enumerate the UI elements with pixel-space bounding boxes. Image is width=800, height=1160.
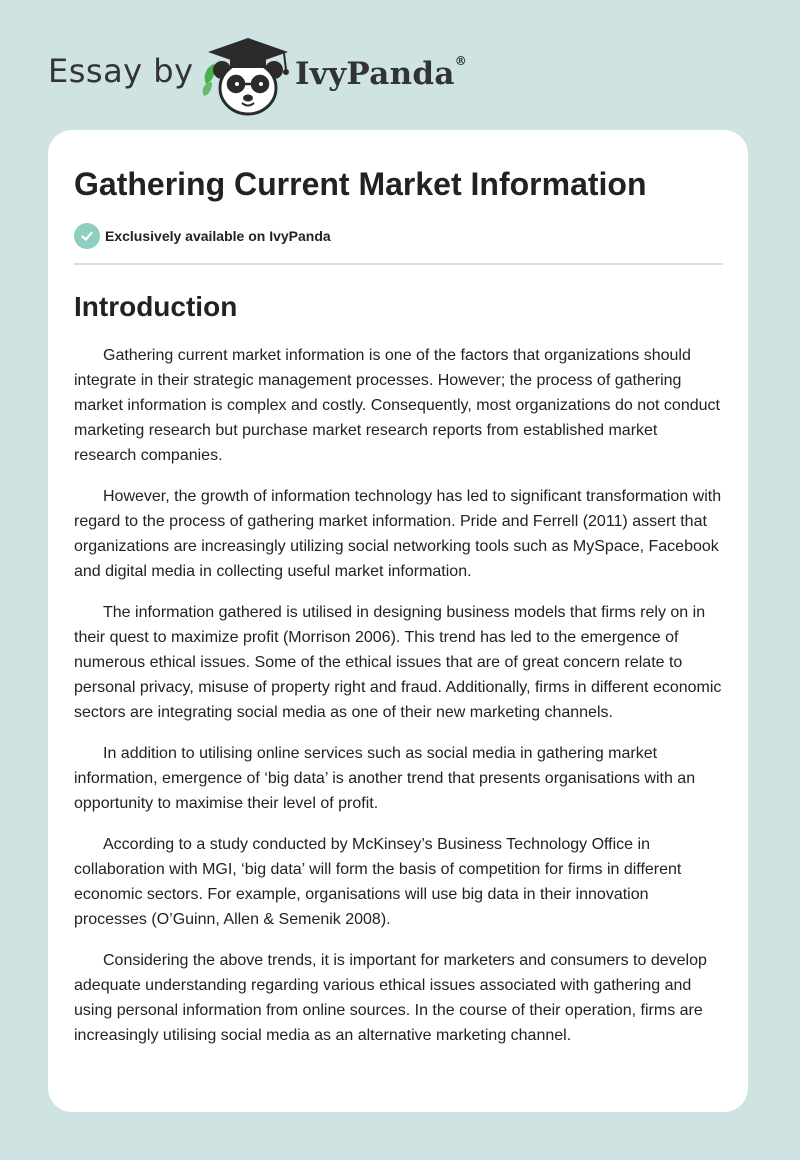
brand-prefix: Essay by bbox=[48, 52, 194, 90]
paragraph: The information gathered is utilised in designing business models that firms rely on in their quest to maximize profit (Morrison 2006). This trend has led to the emergence of numerous ethical issues. Some of the ethical issues that are of great concern relate to personal privacy, misuse of property right and fraud. Additionally, firms in different economic sectors are integrating social media as one of their new marketing channels. bbox=[74, 604, 722, 721]
paragraph: However, the growth of information technology has led to significant transformation with regard to the process of gathering market information. Pride and Ferrell (2011) assert that organizations are increasingly utilizing social networking tools such as MySpace, Facebook and digital media in collecting useful market information. bbox=[74, 488, 722, 580]
brand-header bbox=[48, 28, 508, 118]
paragraph: According to a study conducted by McKinsey’s Business Technology Office in collaboration with MGI, ‘big data’ will form the basis of competition for firms in different economic sectors. For example, organisations will use big data in their innovation processes (O’Guinn, Allen & Semenik 2008). bbox=[74, 836, 682, 928]
divider bbox=[74, 263, 723, 265]
page-title: Gathering Current Market Information bbox=[74, 166, 647, 202]
badge-text: Exclusively available on IvyPanda bbox=[105, 228, 331, 244]
check-circle-icon bbox=[74, 223, 100, 249]
brand-name-text: IvyPanda bbox=[295, 56, 455, 92]
brand-name bbox=[295, 56, 467, 92]
paragraph: In addition to utilising online services such as social media in gathering market information, emergence of ‘big data’ is another trend that presents organisations with an opportunity to maximise their level of profit. bbox=[74, 745, 696, 812]
panda-logo-icon bbox=[200, 34, 296, 118]
paragraph: Considering the above trends, it is important for marketers and consumers to develop adequate understanding regarding various ethical issues associated with gathering and using personal information from online sources. In the course of their operation, firms are increasingly utilising social media as an alternative marketing channel. bbox=[74, 952, 707, 1044]
essay-content bbox=[74, 164, 723, 1048]
registered-mark: ® bbox=[454, 54, 468, 68]
section-heading: Introduction bbox=[74, 291, 238, 322]
essay-card bbox=[48, 130, 748, 1112]
exclusive-badge bbox=[74, 223, 723, 249]
paragraph: Gathering current market information is one of the factors that organizations should integrate in their strategic management processes. However; the process of gathering market information is complex and costly. Consequently, most organizations do not conduct marketing research but purchase market research reports from established market research companies. bbox=[74, 347, 720, 464]
